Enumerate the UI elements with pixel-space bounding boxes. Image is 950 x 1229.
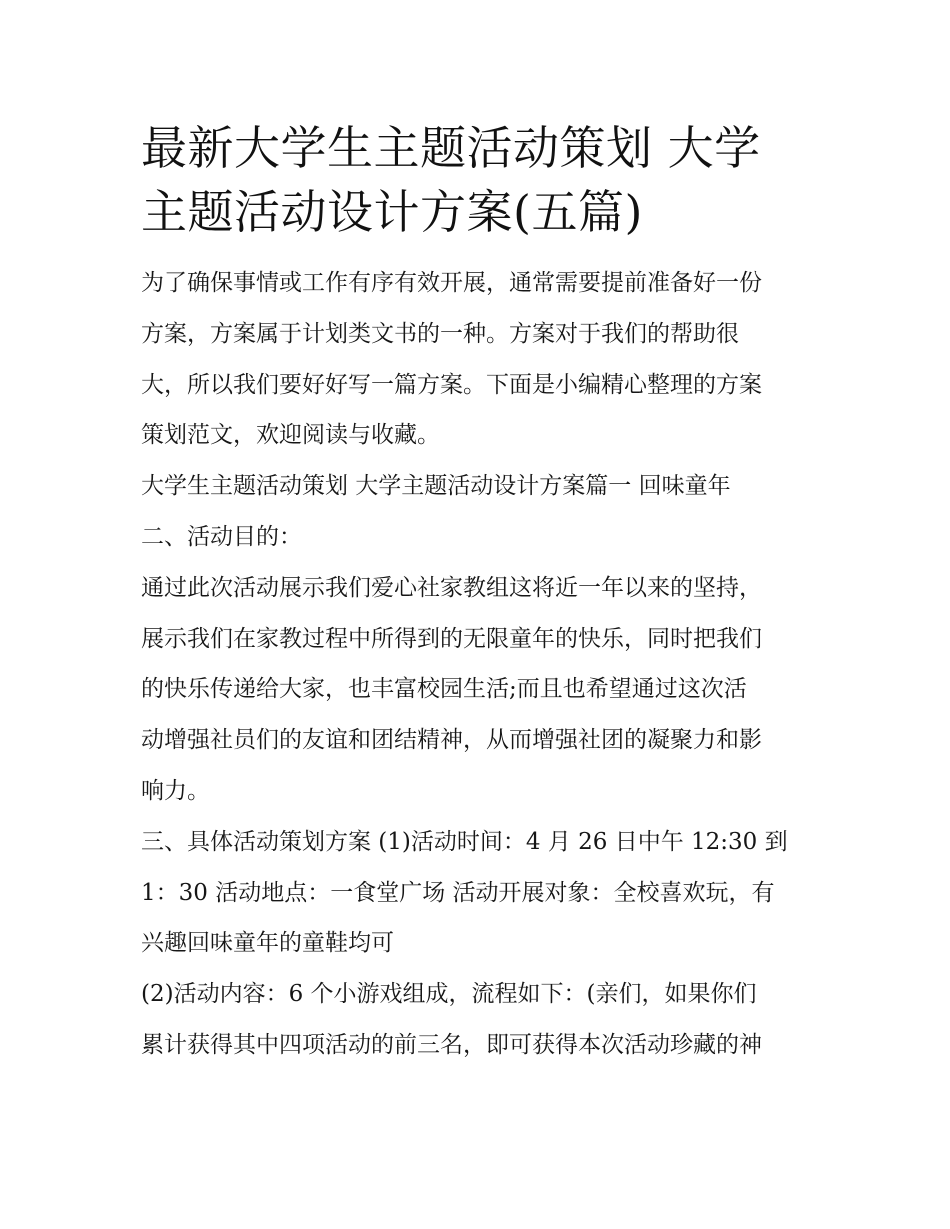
body-line: 的快乐传递给大家，也丰富校园生活;而且也希望通过这次活 [141,676,747,703]
body-line: 兴趣回味童年的童鞋均可 [141,930,394,957]
body-line: 展示我们在家教过程中所得到的无限童年的快乐，同时把我们 [141,625,762,652]
body-line: 通过此次活动展示我们爱心社家教组这将近一年以来的坚持， [141,574,762,601]
body-line: 为了确保事情或工作有序有效开展，通常需要提前准备好一份 [141,270,762,296]
section-heading: 大学生主题活动策划 大学主题活动设计方案篇一 回味童年 [141,473,731,500]
section-heading: 三、具体活动策划方案 (1)活动时间：4 月 26 日中午 12:30 到 [141,828,788,855]
title-line: 主题活动设计方案(五篇) [141,185,643,239]
body-line: 策划范文，欢迎阅读与收藏。 [141,422,440,449]
body-line: 响力。 [141,777,210,804]
section-heading: 二、活动目的： [141,523,302,550]
title-line: 最新大学生主题活动策划 大学 [141,121,761,175]
document-content [141,116,813,1071]
body-line: 1：30 活动地点：一食堂广场 活动开展对象：全校喜欢玩，有 [141,879,775,906]
body-line: 方案，方案属于计划类文书的一种。方案对于我们的帮助很 [141,320,739,347]
body-line: 动增强社员们的友谊和团结精神，从而增强社团的凝聚力和影 [141,727,762,754]
document-title [141,116,813,244]
body-line: 大，所以我们要好好写一篇方案。下面是小编精心整理的方案 [141,371,762,398]
body-line: (2)活动内容：6 个小游戏组成，流程如下：(亲们，如果你们 [141,981,757,1008]
body-line: 累计获得其中四项活动的前三名，即可获得本次活动珍藏的神 [141,1031,762,1058]
document-body [141,258,813,1071]
